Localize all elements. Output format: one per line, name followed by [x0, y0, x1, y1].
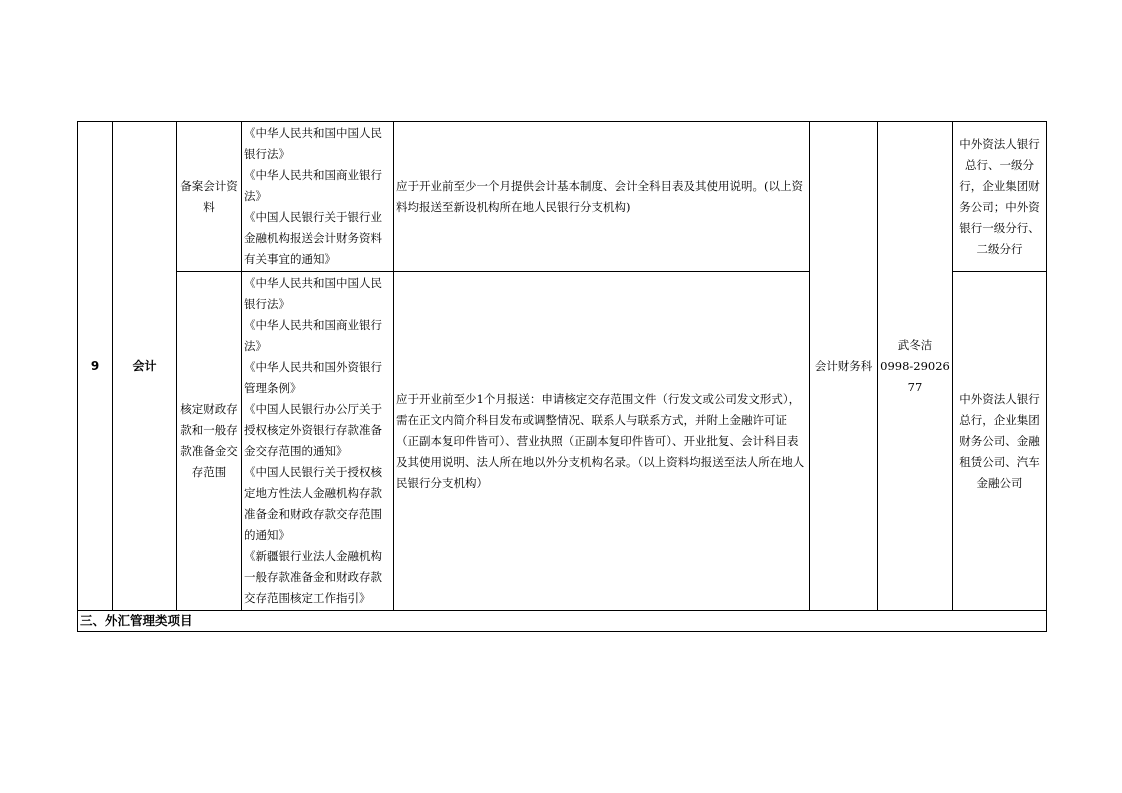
regulation-table [77, 121, 1047, 632]
legal-basis-list [242, 272, 394, 611]
legal-basis-item: 《中国人民银行关于银行业金融机构报送会计财务资料有关事宜的通知》 [244, 210, 382, 266]
contact-name: 武冬洁 [897, 337, 933, 352]
item-name: 备案会计资料 [177, 122, 242, 272]
item-name: 核定财政存款和一般存款准备金交存范围 [177, 272, 242, 611]
applicable-scope: 中外资法人银行总行、一级分行，企业集团财务公司；中外资银行一级分行、二级分行 [953, 122, 1047, 272]
row-category: 会计 [113, 122, 177, 611]
legal-basis-item: 《中华人民共和国商业银行法》 [244, 168, 382, 203]
legal-basis-item: 《新疆银行业法人金融机构一般存款准备金和财政存款交存范围核定工作指引》 [244, 549, 382, 605]
department-cell: 会计财务科 [810, 122, 878, 611]
contact-phone: 0998-2902677 [880, 358, 950, 394]
legal-basis-item: 《中华人民共和国中国人民银行法》 [244, 126, 382, 161]
table-row [78, 122, 1047, 272]
legal-basis-item: 《中国人民银行办公厅关于授权核定外资银行存款准备金交存范围的通知》 [244, 402, 382, 458]
section-row [78, 611, 1047, 632]
applicable-scope: 中外资法人银行总行，企业集团财务公司、金融租赁公司、汽车金融公司 [953, 272, 1047, 611]
item-requirement: 应于开业前至少1个月报送：申请核定交存范围文件（行发文或公司发文形式），需在正文内简介科目发布或调整情况、联系人与联系方式，并附上金融许可证（正副本复印件皆可）、营业执照（正副本复印件皆可）、开业批复、会计科目表及其使用说明、法人所在地以外分支机构名录。（以上资料均报送至法人所在地人民银行分支机构） [394, 272, 810, 611]
legal-basis-item: 《中国人民银行关于授权核定地方性法人金融机构存款准备金和财政存款交存范围的通知》 [244, 465, 382, 542]
legal-basis-list [242, 122, 394, 272]
section-heading: 三、外汇管理类项目 [78, 611, 1047, 632]
item-requirement: 应于开业前至少一个月提供会计基本制度、会计全科目表及其使用说明。(以上资料均报送至新设机构所在地人民银行分支机构) [394, 122, 810, 272]
row-number: 9 [78, 122, 113, 611]
contact-cell [878, 122, 953, 611]
legal-basis-item: 《中华人民共和国商业银行法》 [244, 318, 382, 353]
legal-basis-item: 《中华人民共和国中国人民银行法》 [244, 276, 382, 311]
legal-basis-item: 《中华人民共和国外资银行管理条例》 [244, 360, 382, 395]
